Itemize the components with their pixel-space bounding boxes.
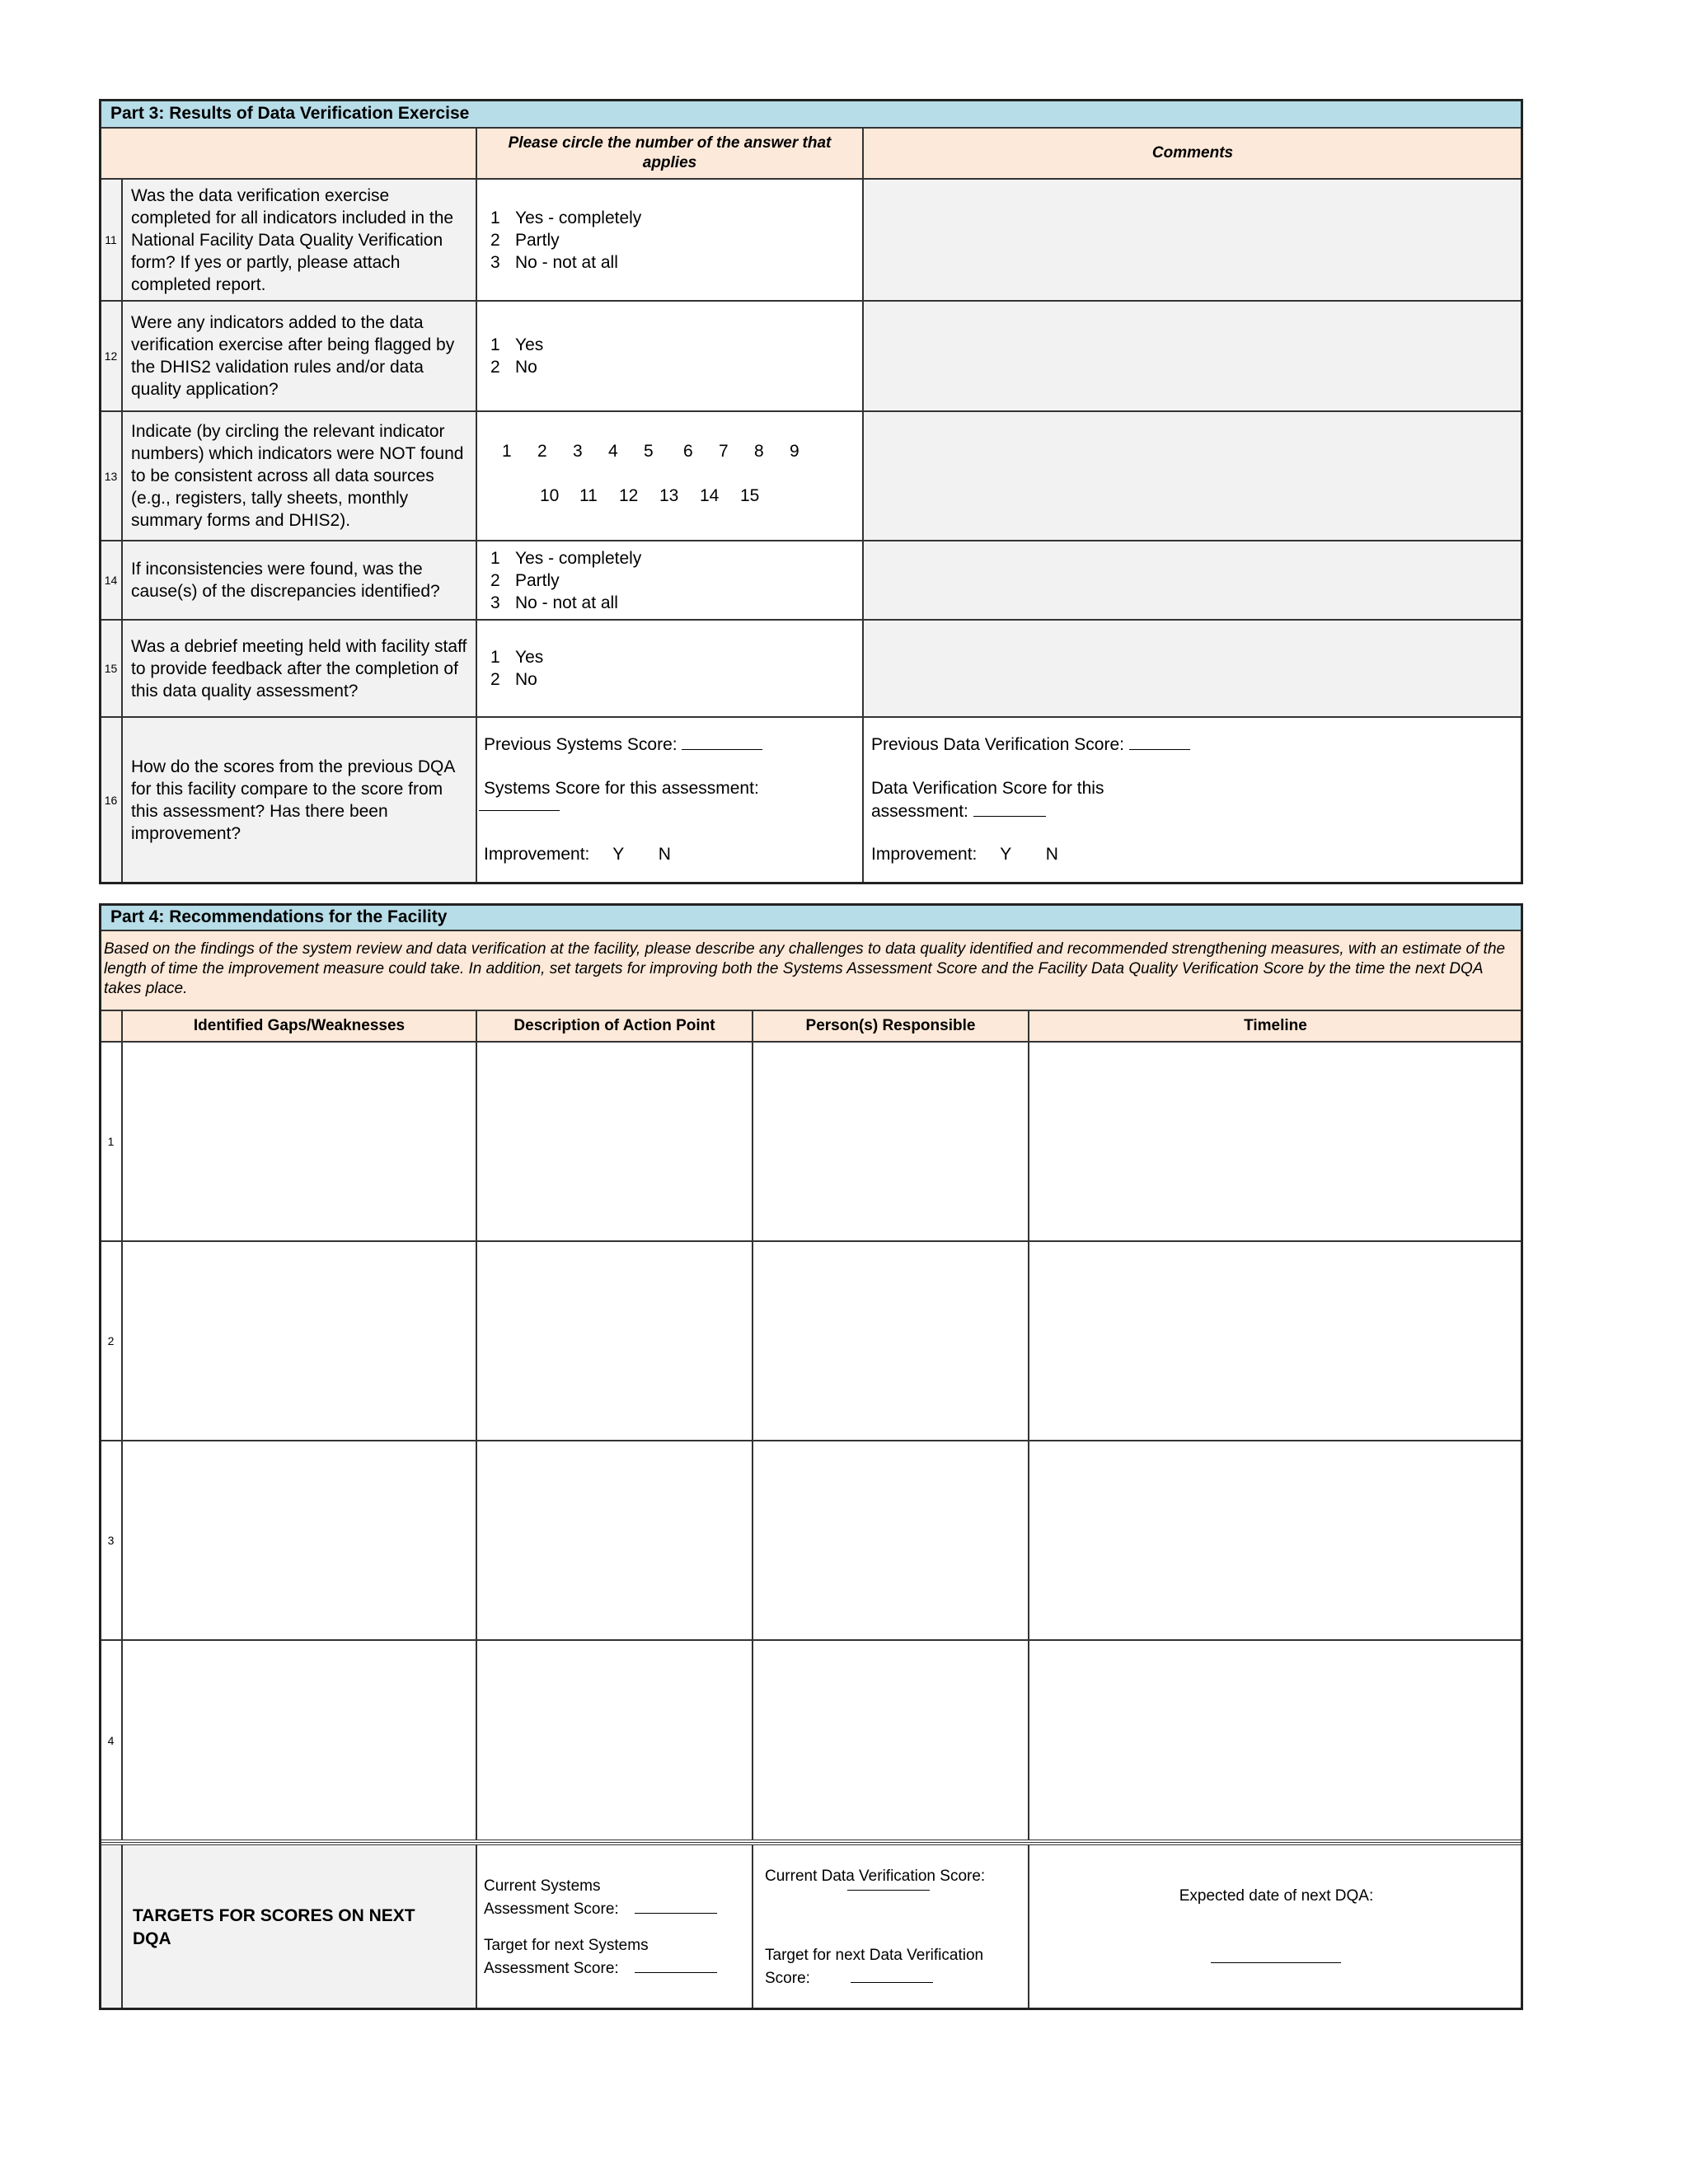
- responsible-field[interactable]: [753, 1441, 1029, 1640]
- indicator-numbers[interactable]: [476, 411, 863, 541]
- part4-instructions: Based on the findings of the system review and data verification at the facility, please describe any challenges to data quality identified and recommended strengthening measures, with an estimate of the length of time the improvement measure could take. In addition, set targets for improving both the Systems Assessment Score and the Facility Data Quality Verification Score by the time the next DQA takes place.: [100, 930, 1522, 1010]
- question-number: 15: [100, 620, 122, 717]
- question-text: Were any indicators added to the data verification exercise after being flagged by the DHIS2 validation rules and/or data quality application?: [122, 301, 476, 411]
- current-dv-label: Current Data Verification Score:: [765, 1868, 986, 1885]
- blank-line[interactable]: [682, 733, 762, 750]
- no-choice[interactable]: N: [658, 845, 671, 864]
- gaps-field[interactable]: [122, 1640, 476, 1840]
- action-point-field[interactable]: [476, 1241, 753, 1441]
- comments-field[interactable]: [863, 541, 1522, 620]
- answer-options[interactable]: [476, 301, 863, 411]
- row-number: 2: [100, 1241, 122, 1441]
- blank-line[interactable]: [1129, 733, 1190, 750]
- systems-targets-field[interactable]: [476, 1844, 753, 2009]
- comments-field[interactable]: [863, 411, 1522, 541]
- column-header-timeline: Timeline: [1029, 1010, 1522, 1042]
- blank-line[interactable]: [479, 810, 560, 811]
- answer-option[interactable]: 2 Partly: [490, 230, 560, 250]
- indicator-number[interactable]: 10: [540, 486, 560, 505]
- systems-score-this-assessment: Systems Score for this assessment:: [484, 779, 759, 798]
- question-number: 11: [100, 179, 122, 301]
- indicator-number[interactable]: 12: [619, 486, 639, 505]
- action-point-field[interactable]: [476, 1441, 753, 1640]
- indicator-number[interactable]: 15: [740, 486, 760, 505]
- previous-dv-score: Previous Data Verification Score:: [871, 733, 1190, 756]
- yes-choice[interactable]: Y: [612, 845, 624, 864]
- dv-score-this-assessment-1: Data Verification Score for this: [871, 779, 1104, 798]
- answer-option[interactable]: 3 No - not at all: [490, 593, 618, 612]
- indicator-number[interactable]: 8: [754, 442, 764, 461]
- question-text: Was a debrief meeting held with facility staff to provide feedback after the completion of this data quality assessment?: [122, 620, 476, 717]
- responsible-field[interactable]: [753, 1640, 1029, 1840]
- answer-option[interactable]: 1 Yes - completely: [490, 208, 642, 227]
- part3-header-blank: [100, 128, 476, 179]
- row-number: 4: [100, 1640, 122, 1840]
- blank-line[interactable]: [847, 1890, 930, 1891]
- comments-field[interactable]: [863, 620, 1522, 717]
- question-number: 12: [100, 301, 122, 411]
- timeline-field[interactable]: [1029, 1042, 1522, 1241]
- question-number: 13: [100, 411, 122, 541]
- part3-header-answer: Please circle the number of the answer that applies: [476, 128, 863, 179]
- target-dv-score: Score:: [765, 1966, 933, 1989]
- indicator-number[interactable]: 2: [537, 442, 547, 461]
- timeline-field[interactable]: [1029, 1241, 1522, 1441]
- indicator-number[interactable]: 9: [790, 442, 799, 461]
- indicator-number[interactable]: 1: [502, 442, 512, 461]
- answer-option[interactable]: 2 Partly: [490, 570, 560, 590]
- improvement-line: Improvement: Y N: [484, 845, 671, 864]
- current-systems-label: Current Systems: [484, 1877, 601, 1895]
- blank-line[interactable]: [1211, 1962, 1341, 1963]
- answer-option[interactable]: 2 No: [490, 358, 537, 377]
- action-point-field[interactable]: [476, 1042, 753, 1241]
- comments-field[interactable]: [863, 301, 1522, 411]
- indicator-number[interactable]: 14: [700, 486, 720, 505]
- blank-line[interactable]: [635, 1956, 717, 1973]
- answer-option[interactable]: 3 No - not at all: [490, 252, 618, 272]
- blank-line[interactable]: [635, 1896, 717, 1914]
- answer-option[interactable]: 1 Yes - completely: [490, 548, 642, 568]
- no-choice[interactable]: N: [1045, 845, 1058, 864]
- comments-field[interactable]: [863, 179, 1522, 301]
- answer-options[interactable]: [476, 179, 863, 301]
- row-number: 1: [100, 1042, 122, 1241]
- indicator-number[interactable]: 5: [644, 442, 654, 461]
- column-header-action-point: Description of Action Point: [476, 1010, 753, 1042]
- row-number: 3: [100, 1441, 122, 1640]
- question-text: How do the scores from the previous DQA for this facility compare to the score from this assessment? Has there been improvement?: [122, 717, 476, 883]
- part4-title: Part 4: Recommendations for the Facility: [100, 904, 1522, 930]
- question-text: Indicate (by circling the relevant indicator numbers) which indicators were NOT found to be consistent across all data sources (e.g., registers, tally sheets, monthly summary forms and DHIS2).: [122, 411, 476, 541]
- blank-line[interactable]: [973, 799, 1046, 817]
- question-text: Was the data verification exercise completed for all indicators included in the National Facility Data Quality Verification form? If yes or partly, please attach completed report.: [122, 179, 476, 301]
- current-systems-score: Assessment Score:: [484, 1896, 717, 1919]
- answer-option[interactable]: 2 No: [490, 670, 537, 689]
- target-systems-score: Assessment Score:: [484, 1956, 717, 1979]
- indicator-number[interactable]: 13: [659, 486, 679, 505]
- blank-line[interactable]: [851, 1966, 933, 1983]
- timeline-field[interactable]: [1029, 1441, 1522, 1640]
- indicator-number[interactable]: 7: [719, 442, 729, 461]
- column-header-blank: [100, 1010, 122, 1042]
- question-number: 14: [100, 541, 122, 620]
- action-point-field[interactable]: [476, 1640, 753, 1840]
- target-systems-label: Target for next Systems: [484, 1937, 649, 1954]
- answer-options[interactable]: [476, 620, 863, 717]
- gaps-field[interactable]: [122, 1042, 476, 1241]
- yes-choice[interactable]: Y: [1000, 845, 1011, 864]
- indicator-number[interactable]: 4: [608, 442, 618, 461]
- column-header-responsible: Person(s) Responsible: [753, 1010, 1029, 1042]
- next-dqa-date-field[interactable]: [1029, 1844, 1522, 2009]
- indicator-number[interactable]: 6: [683, 442, 693, 461]
- question-number: 16: [100, 717, 122, 883]
- previous-systems-score: Previous Systems Score:: [484, 733, 762, 756]
- gaps-field[interactable]: [122, 1441, 476, 1640]
- targets-number-cell: [100, 1844, 122, 2009]
- responsible-field[interactable]: [753, 1241, 1029, 1441]
- responsible-field[interactable]: [753, 1042, 1029, 1241]
- dv-score-this-assessment-2: assessment:: [871, 799, 1046, 823]
- indicator-number[interactable]: 11: [579, 486, 598, 505]
- target-dv-label: Target for next Data Verification: [765, 1947, 984, 1964]
- timeline-field[interactable]: [1029, 1640, 1522, 1840]
- column-header-gaps: Identified Gaps/Weaknesses: [122, 1010, 476, 1042]
- systems-score-field[interactable]: [476, 717, 863, 883]
- answer-option[interactable]: 1 Yes: [490, 335, 544, 354]
- expected-date-label: Expected date of next DQA:: [1179, 1887, 1374, 1905]
- part3-header-comments: Comments: [863, 128, 1522, 179]
- dv-targets-field[interactable]: [753, 1844, 1029, 2009]
- part3-title: Part 3: Results of Data Verification Exercise: [100, 100, 1522, 128]
- gaps-field[interactable]: [122, 1241, 476, 1441]
- answer-option[interactable]: 1 Yes: [490, 648, 544, 667]
- improvement-line: Improvement: Y N: [871, 845, 1058, 864]
- indicator-number[interactable]: 3: [573, 442, 583, 461]
- answer-options[interactable]: [476, 541, 863, 620]
- targets-label: TARGETS FOR SCORES ON NEXT DQA: [122, 1844, 476, 2009]
- question-text: If inconsistencies were found, was the cause(s) of the discrepancies identified?: [122, 541, 476, 620]
- data-verification-score-field[interactable]: [863, 717, 1522, 883]
